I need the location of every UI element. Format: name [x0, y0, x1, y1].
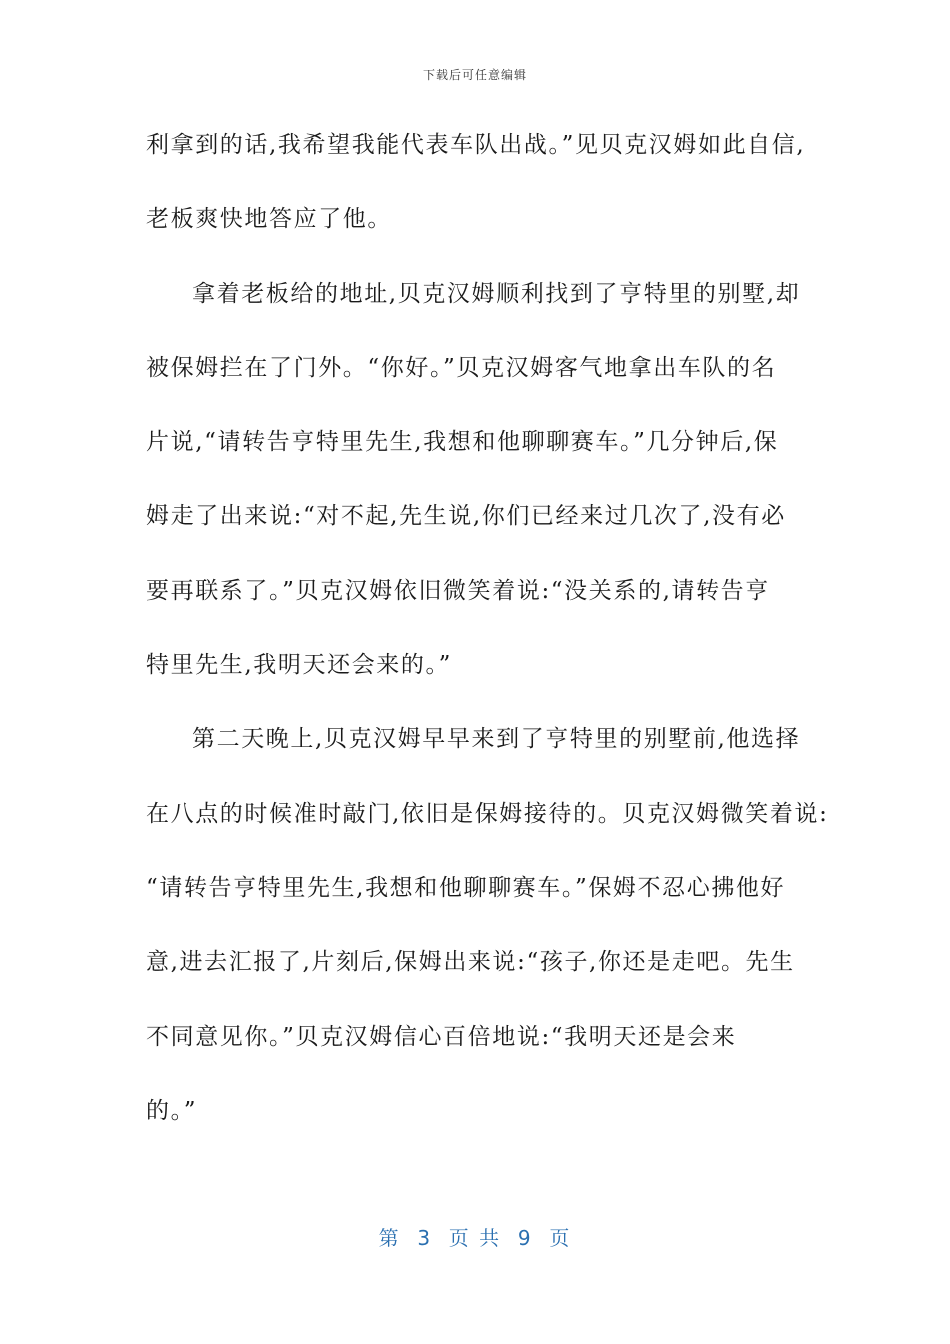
page-number-footer: 第 3 页 共 9 页 [378, 1226, 572, 1250]
paragraph-start-line: 拿着老板给的地址,贝克汉姆顺利找到了亨特里的别墅,却 [192, 280, 801, 307]
text-line: 老板爽快地答应了他。 [146, 206, 392, 233]
text-line: “请转告亨特里先生,我想和他聊聊赛车。”保姆不忍心拂他好 [146, 874, 786, 901]
text-line: 片说,“请转告亨特里先生,我想和他聊聊赛车。”几分钟后,保 [146, 429, 779, 456]
text-line: 的。” [146, 1097, 198, 1124]
text-line: 特里先生,我明天还会来的。” [146, 652, 452, 679]
text-line: 要再联系了。”贝克汉姆依旧微笑着说:“没关系的,请转告亨 [146, 577, 770, 604]
text-line: 不同意见你。”贝克汉姆信心百倍地说:“我明天还是会来 [146, 1023, 737, 1050]
text-line: 被保姆拦在了门外。“你好。”贝克汉姆客气地拿出车队的名 [146, 354, 777, 381]
text-line: 在八点的时候准时敲门,依旧是保姆接待的。贝克汉姆微笑着说: [146, 800, 829, 827]
text-line: 利拿到的话,我希望我能代表车队出战。”见贝克汉姆如此自信, [146, 132, 806, 158]
text-line: 意,进去汇报了,片刻后,保姆出来说:“孩子,你还是走吧。先生 [146, 949, 795, 976]
paragraph-start-line: 第二天晚上,贝克汉姆早早来到了亨特里的别墅前,他选择 [192, 726, 801, 753]
document-body [146, 120, 829, 1160]
text-line: 姆走了出来说:“对不起,先生说,你们已经来过几次了,没有必 [146, 503, 786, 530]
page-header: 下载后可任意编辑 [422, 68, 527, 82]
